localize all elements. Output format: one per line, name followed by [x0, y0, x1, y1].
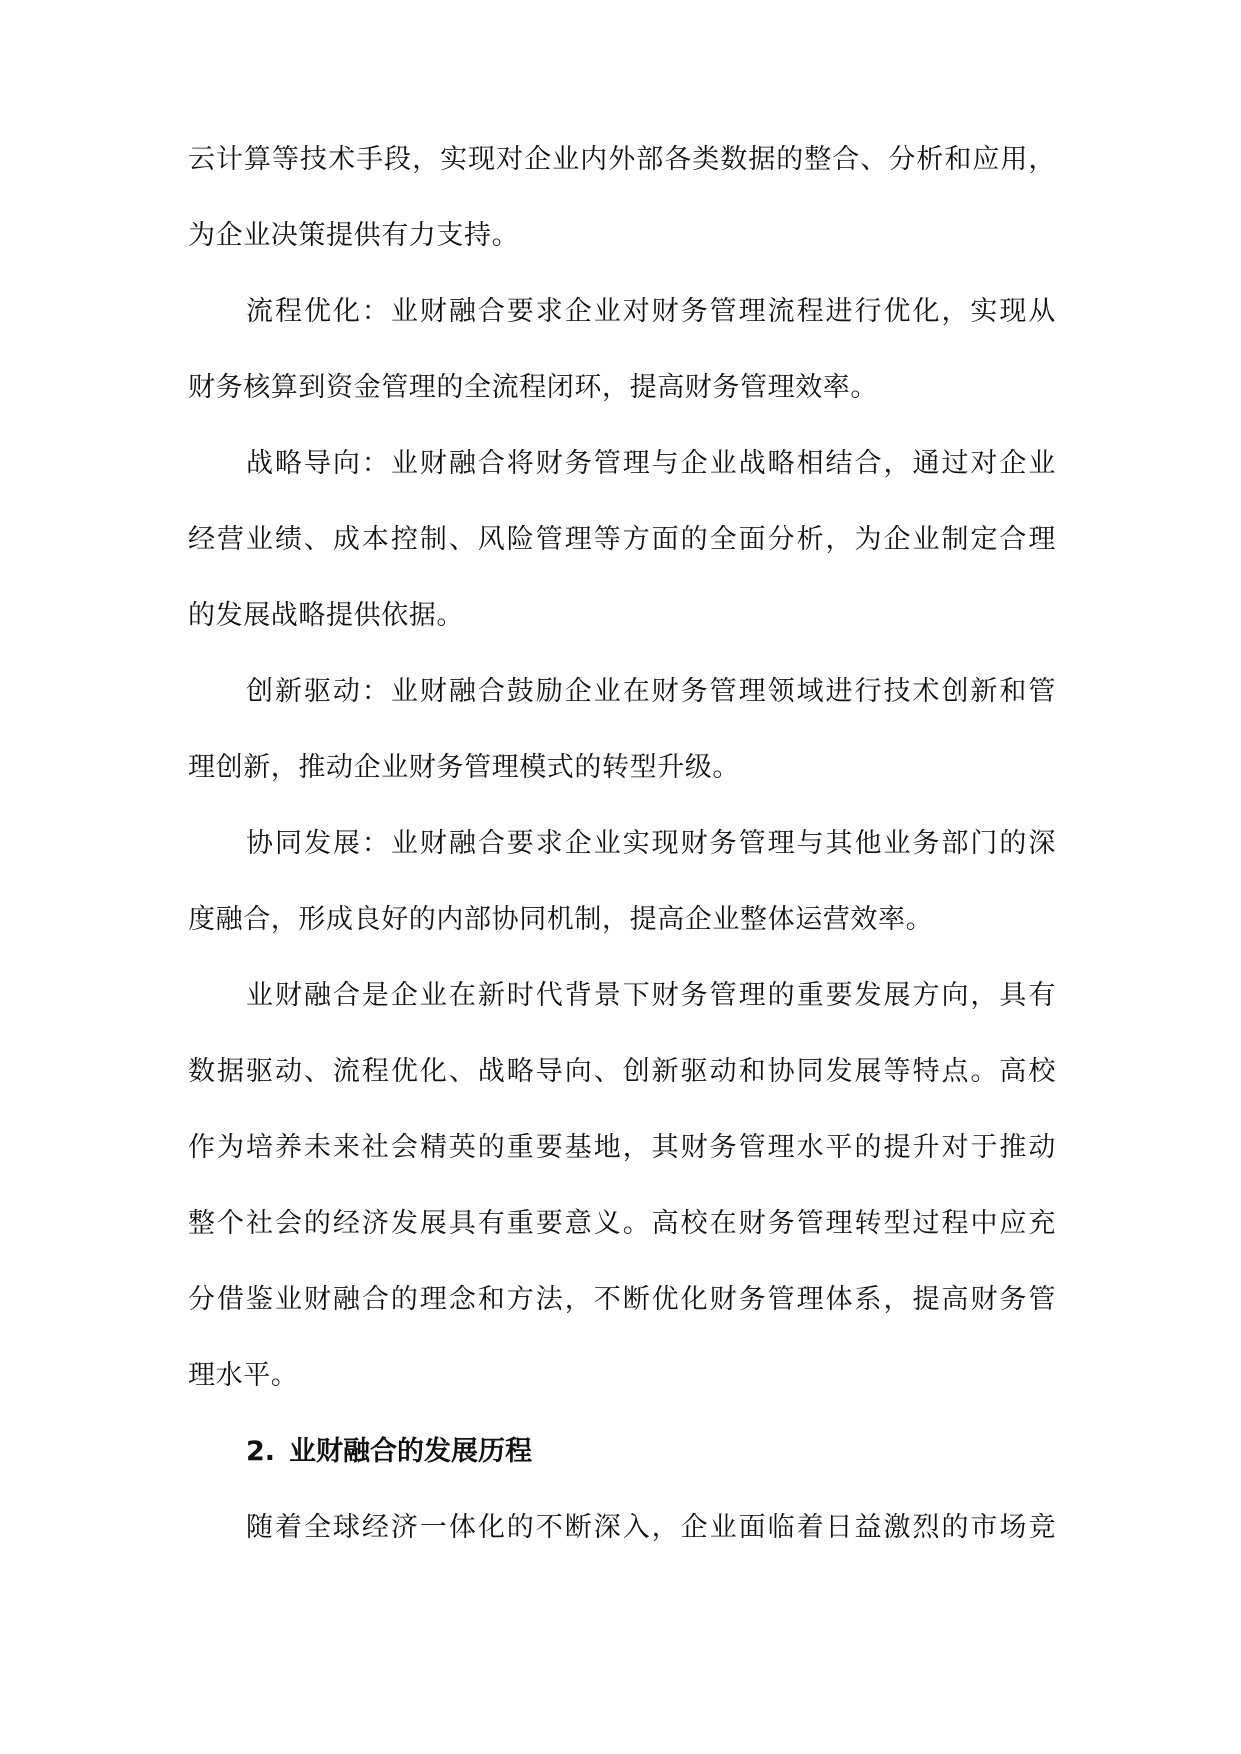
text-line: 经营业绩、成本控制、风险管理等方面的全面分析，为企业制定合理: [188, 524, 1056, 555]
text-line: 的发展战略提供依据。: [188, 600, 464, 631]
page-body: [188, 141, 1056, 1585]
text-line: 理创新，推动企业财务管理模式的转型升级。: [188, 752, 740, 783]
text-line: 整个社会的经济发展具有重要意义。高校在财务管理转型过程中应充: [188, 1208, 1056, 1239]
text-line: 为企业决策提供有力支持。: [188, 220, 520, 251]
text-line: 云计算等技术手段，实现对企业内外部各类数据的整合、分析和应用，: [188, 144, 1056, 175]
section-heading: [188, 1433, 1056, 1471]
text-line: 随着全球经济一体化的不断深入，企业面临着日益激烈的市场竞: [246, 1512, 1056, 1543]
text-line: 财务核算到资金管理的全流程闭环，提高财务管理效率。: [188, 372, 878, 403]
text-line: 作为培养未来社会精英的重要基地，其财务管理水平的提升对于推动: [188, 1132, 1056, 1163]
section-number: 2.: [246, 1436, 276, 1467]
section-title: 业财融合的发展历程: [289, 1436, 533, 1467]
text-line: 协同发展：业财融合要求企业实现财务管理与其他业务部门的深: [246, 828, 1056, 859]
text-line: 流程优化：业财融合要求企业对财务管理流程进行优化，实现从: [246, 296, 1056, 327]
text-line: 度融合，形成良好的内部协同机制，提高企业整体运营效率。: [188, 904, 934, 935]
text-line: 分借鉴业财融合的理念和方法，不断优化财务管理体系，提高财务管: [188, 1284, 1056, 1315]
text-line: 理水平。: [188, 1360, 299, 1391]
text-line: 战略导向：业财融合将财务管理与企业战略相结合，通过对企业: [246, 448, 1056, 479]
text-line: 业财融合是企业在新时代背景下财务管理的重要发展方向，具有: [246, 980, 1056, 1011]
text-line: 创新驱动：业财融合鼓励企业在财务管理领域进行技术创新和管: [246, 676, 1056, 707]
text-line: 数据驱动、流程优化、战略导向、创新驱动和协同发展等特点。高校: [188, 1056, 1056, 1087]
